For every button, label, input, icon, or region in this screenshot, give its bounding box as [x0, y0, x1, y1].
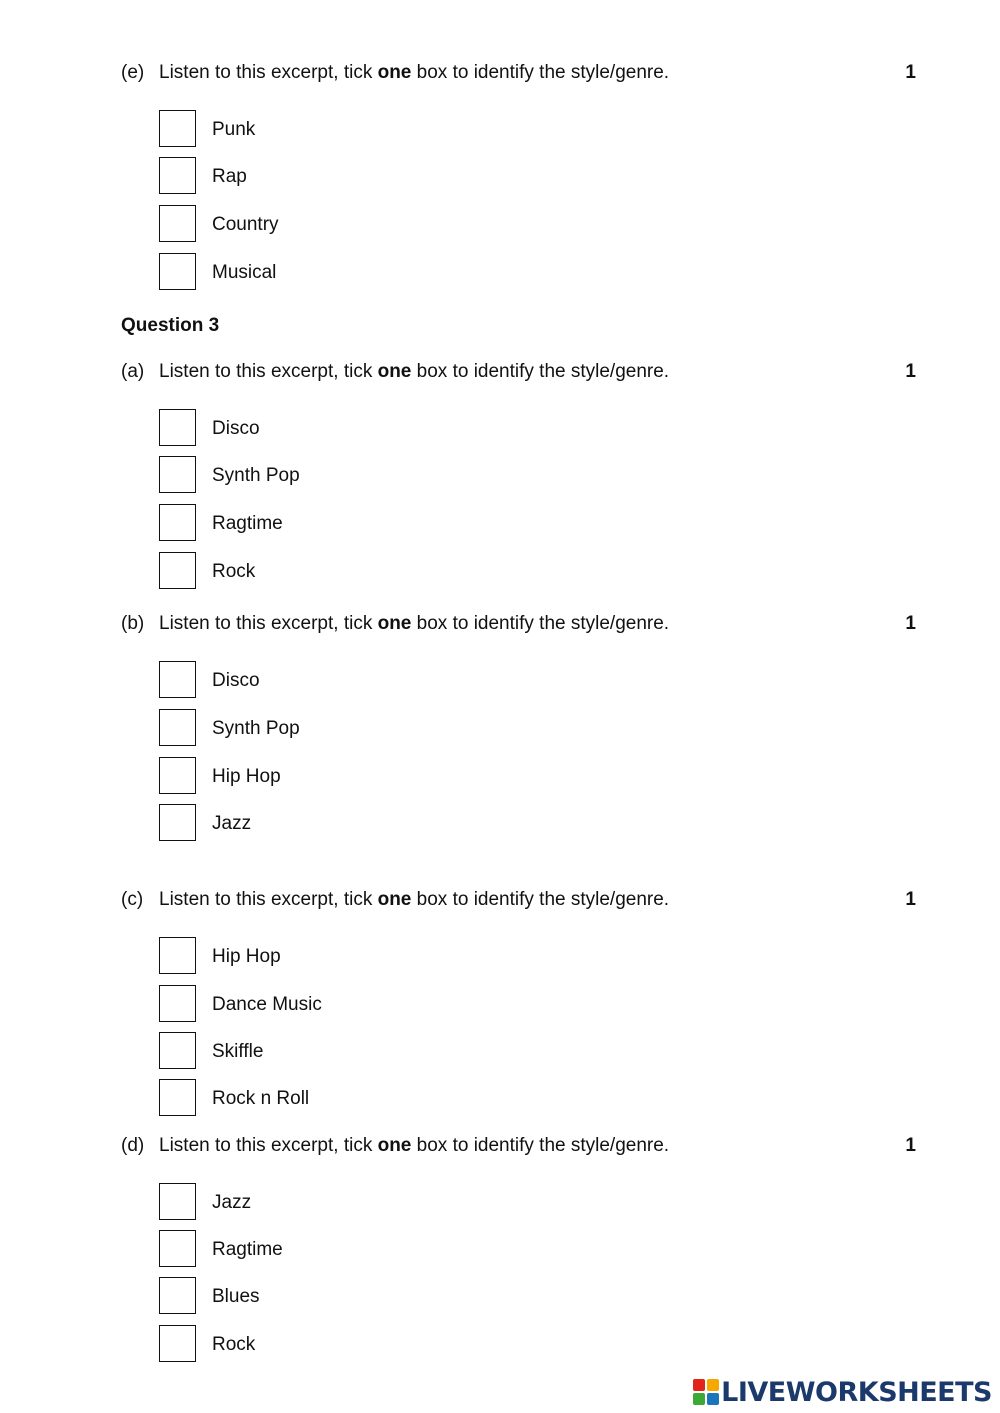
option-a-4	[159, 552, 559, 592]
question-a-prompt	[121, 360, 916, 384]
marks: 1	[905, 62, 916, 83]
question-letter: (b)	[121, 613, 145, 634]
question-3-heading: Question 3	[121, 315, 220, 336]
question-letter: (c)	[121, 889, 144, 910]
option-label: Skiffle	[212, 1041, 264, 1062]
option-d-1	[159, 1183, 559, 1223]
question-letter: (e)	[121, 62, 145, 83]
tick-box[interactable]	[159, 253, 196, 290]
question-e-prompt	[121, 61, 916, 85]
question-text: Listen to this excerpt, tick one box to identify the style/genre.	[159, 361, 670, 382]
option-d-2	[159, 1230, 559, 1270]
option-a-2	[159, 456, 559, 496]
marks: 1	[905, 613, 916, 634]
option-label: Ragtime	[212, 1239, 283, 1260]
tick-box[interactable]	[159, 157, 196, 194]
tick-box[interactable]	[159, 456, 196, 493]
question-letter: (a)	[121, 361, 145, 382]
option-c-3	[159, 1032, 559, 1072]
option-e-3	[159, 205, 559, 245]
option-d-4	[159, 1325, 559, 1365]
option-label: Disco	[212, 418, 260, 439]
option-a-3	[159, 504, 559, 544]
option-e-2	[159, 157, 559, 197]
option-label: Rock n Roll	[212, 1088, 310, 1109]
option-label: Jazz	[212, 813, 252, 834]
option-label: Rap	[212, 166, 247, 187]
question-b-prompt	[121, 612, 916, 636]
option-b-3	[159, 757, 559, 797]
tick-box[interactable]	[159, 757, 196, 794]
tick-box[interactable]	[159, 504, 196, 541]
tick-box[interactable]	[159, 205, 196, 242]
tick-box[interactable]	[159, 985, 196, 1022]
tick-box[interactable]	[159, 1325, 196, 1362]
option-e-1	[159, 110, 559, 150]
option-a-1	[159, 409, 559, 449]
question-d-prompt	[121, 1134, 916, 1158]
question-text: Listen to this excerpt, tick one box to identify the style/genre.	[159, 1135, 670, 1156]
logo-grid-icon	[693, 1379, 719, 1405]
tick-box[interactable]	[159, 804, 196, 841]
option-label: Punk	[212, 119, 256, 140]
option-b-4	[159, 804, 559, 844]
tick-box[interactable]	[159, 937, 196, 974]
option-d-3	[159, 1277, 559, 1317]
option-label: Synth Pop	[212, 718, 300, 739]
option-label: Rock	[212, 561, 256, 582]
option-label: Blues	[212, 1286, 260, 1307]
option-label: Hip Hop	[212, 946, 281, 967]
option-e-4	[159, 253, 559, 293]
option-label: Hip Hop	[212, 766, 281, 787]
liveworksheets-logo[interactable]	[693, 1377, 992, 1407]
option-c-4	[159, 1079, 559, 1119]
question-text: Listen to this excerpt, tick one box to identify the style/genre.	[159, 62, 670, 83]
tick-box[interactable]	[159, 709, 196, 746]
tick-box[interactable]	[159, 552, 196, 589]
option-label: Ragtime	[212, 513, 283, 534]
option-label: Musical	[212, 262, 277, 283]
option-c-1	[159, 937, 559, 977]
tick-box[interactable]	[159, 1079, 196, 1116]
option-label: Jazz	[212, 1192, 252, 1213]
question-letter: (d)	[121, 1135, 145, 1156]
option-label: Country	[212, 214, 279, 235]
marks: 1	[905, 1135, 916, 1156]
tick-box[interactable]	[159, 1277, 196, 1314]
option-b-2	[159, 709, 559, 749]
marks: 1	[905, 889, 916, 910]
tick-box[interactable]	[159, 1230, 196, 1267]
tick-box[interactable]	[159, 110, 196, 147]
option-label: Rock	[212, 1334, 256, 1355]
option-b-1	[159, 661, 559, 701]
option-label: Synth Pop	[212, 465, 300, 486]
option-label: Disco	[212, 670, 260, 691]
option-label: Dance Music	[212, 994, 322, 1015]
tick-box[interactable]	[159, 1183, 196, 1220]
tick-box[interactable]	[159, 1032, 196, 1069]
marks: 1	[905, 361, 916, 382]
tick-box[interactable]	[159, 409, 196, 446]
tick-box[interactable]	[159, 661, 196, 698]
question-c-prompt	[121, 888, 916, 912]
logo-text: LIVEWORKSHEETS	[721, 1376, 992, 1408]
question-text: Listen to this excerpt, tick one box to identify the style/genre.	[159, 613, 670, 634]
option-c-2	[159, 985, 559, 1025]
question-text: Listen to this excerpt, tick one box to identify the style/genre.	[159, 889, 670, 910]
